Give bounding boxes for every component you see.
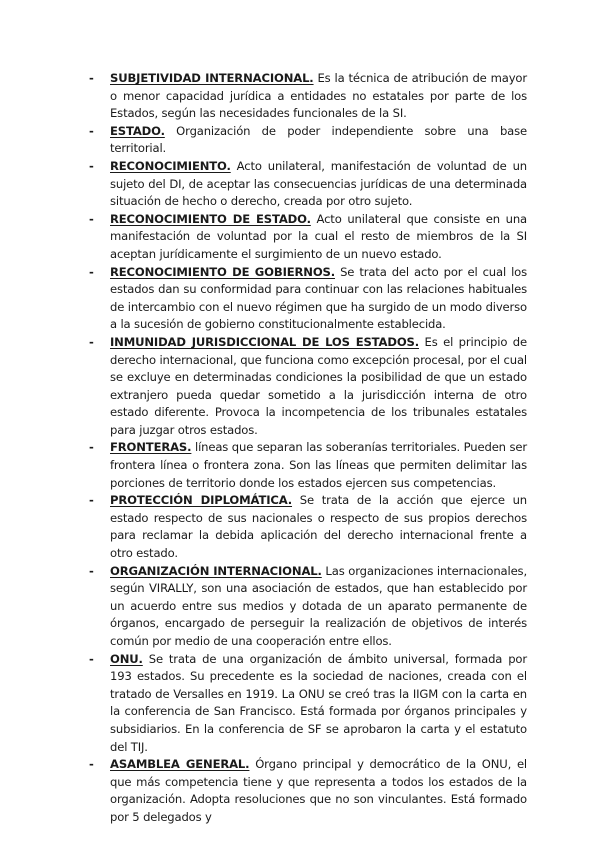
entry-reconocimiento xyxy=(89,158,527,211)
bullet-dash: - xyxy=(89,563,94,578)
entry-term: RECONOCIMIENTO DE GOBIERNOS. xyxy=(110,264,335,279)
entry-term: ORGANIZACIÓN INTERNACIONAL. xyxy=(110,563,322,578)
entry-definition: Organización de poder independiente sobre una base territorial. xyxy=(110,123,527,156)
entry-term: RECONOCIMIENTO. xyxy=(110,158,231,173)
entry-term: ASAMBLEA GENERAL. xyxy=(110,757,250,772)
entry-term: FRONTERAS. xyxy=(110,440,192,455)
bullet-dash: - xyxy=(89,757,94,772)
entry-definition: Acto unilateral, manifestación de voluntad de un sujeto del DI, de aceptar las consecuencias jurídicas de una determinada situación de hecho o derecho, creada por otro sujeto. xyxy=(110,158,527,209)
entry-definition: Acto unilateral que consiste en una manifestación de voluntad por la cual el resto de miembros de la SI aceptan jurídicamente el surgimiento de un nuevo estado. xyxy=(110,211,528,261)
entry-reconocimiento-de-estado xyxy=(89,211,528,264)
bullet-dash: - xyxy=(89,264,94,279)
entry-term: INMUNIDAD JURISDICCIONAL DE LOS ESTADOS. xyxy=(110,334,419,349)
entry-definition: líneas que separan las soberanías territoriales. Pueden ser frontera línea o frontera zona. Son las líneas que permiten delimitar las porciones de territorio donde los estados ejercen sus competencias. xyxy=(110,440,527,490)
entry-term: PROTECCIÓN DIPLOMÁTICA. xyxy=(110,493,293,508)
entry-definition: Se trata de una organización de ámbito universal, formada por 193 estados. Su precedente es la sociedad de naciones, creada con el tratado de Versalles en 1919. La ONU se creó tras la IIGM con la carta en la conferencia de San Francisco. Está formada por órganos principales y subsidiarios. En la conferencia de SF se aprobaron la carta y el estatuto del TIJ. xyxy=(110,651,527,754)
bullet-dash: - xyxy=(89,211,94,226)
entry-reconocimiento-de-gobiernos xyxy=(89,264,527,334)
bullet-dash: - xyxy=(89,71,94,85)
document-page xyxy=(0,70,600,827)
bullet-dash: - xyxy=(89,123,94,138)
entry-term: ONU. xyxy=(110,651,143,666)
entry-term: ESTADO. xyxy=(110,123,165,138)
entry-definition: Las organizaciones internacionales, según VIRALLY, son una asociación de estados, que han establecido por un acuerdo entre sus medios y dotada de un aparato permanente de órganos, encargado de perseguir la realización de objetivos de interés común por medio de una cooperación entre ellos. xyxy=(110,563,527,648)
entry-fronteras xyxy=(89,439,527,492)
bullet-dash: - xyxy=(89,158,94,173)
entry-inmunidad-jurisdiccional xyxy=(89,334,527,440)
entry-definition: Se trata del acto por el cual los estados dan su conformidad para continuar con las relaciones habituales de intercambio con el nuevo régimen que ha surgido de un modo diverso a la sucesión de gobierno constitucionalmente establecida. xyxy=(110,264,527,332)
entry-estado xyxy=(89,123,527,158)
entry-asamblea-general xyxy=(89,756,528,826)
entry-definition: Se trata de la acción que ejerce un estado respecto de sus nacionales o respecto de sus propios derechos para reclamar la debida aplicación del derecho internacional frente a otro estado. xyxy=(110,493,527,561)
entry-subjetividad-internacional xyxy=(89,70,527,123)
entry-term: SUBJETIVIDAD INTERNACIONAL. xyxy=(110,71,314,85)
bullet-dash: - xyxy=(89,440,94,455)
bullet-dash: - xyxy=(89,493,94,508)
bullet-dash: - xyxy=(89,334,94,349)
entry-onu xyxy=(89,651,527,757)
entry-definition: Órgano principal y democrático de la ONU, el que más competencia tiene y que representa a todos los estados de la organización. Adopta resoluciones que no son vinculantes. Está formado por 5 delegados y xyxy=(110,757,528,824)
entry-definition: Es el principio de derecho internacional, que funciona como excepción procesal, por el cual se excluye en determinadas condiciones la posibilidad de que un estado extranjero pueda quedar sometido a la jurisdicción interna de otro estado diferente. Provoca la incompetencia de los tribunales estatales para juzgar otros estados. xyxy=(110,334,527,437)
entry-organizacion-internacional xyxy=(89,563,527,651)
entry-definition: Es la técnica de atribución de mayor o menor capacidad jurídica a entidades no estatales por parte de los Estados, según las necesidades funcionales de la SI. xyxy=(110,71,527,121)
entry-term: RECONOCIMIENTO DE ESTADO. xyxy=(110,211,311,226)
bullet-dash: - xyxy=(89,651,94,666)
entry-proteccion-diplomatica xyxy=(89,492,527,562)
